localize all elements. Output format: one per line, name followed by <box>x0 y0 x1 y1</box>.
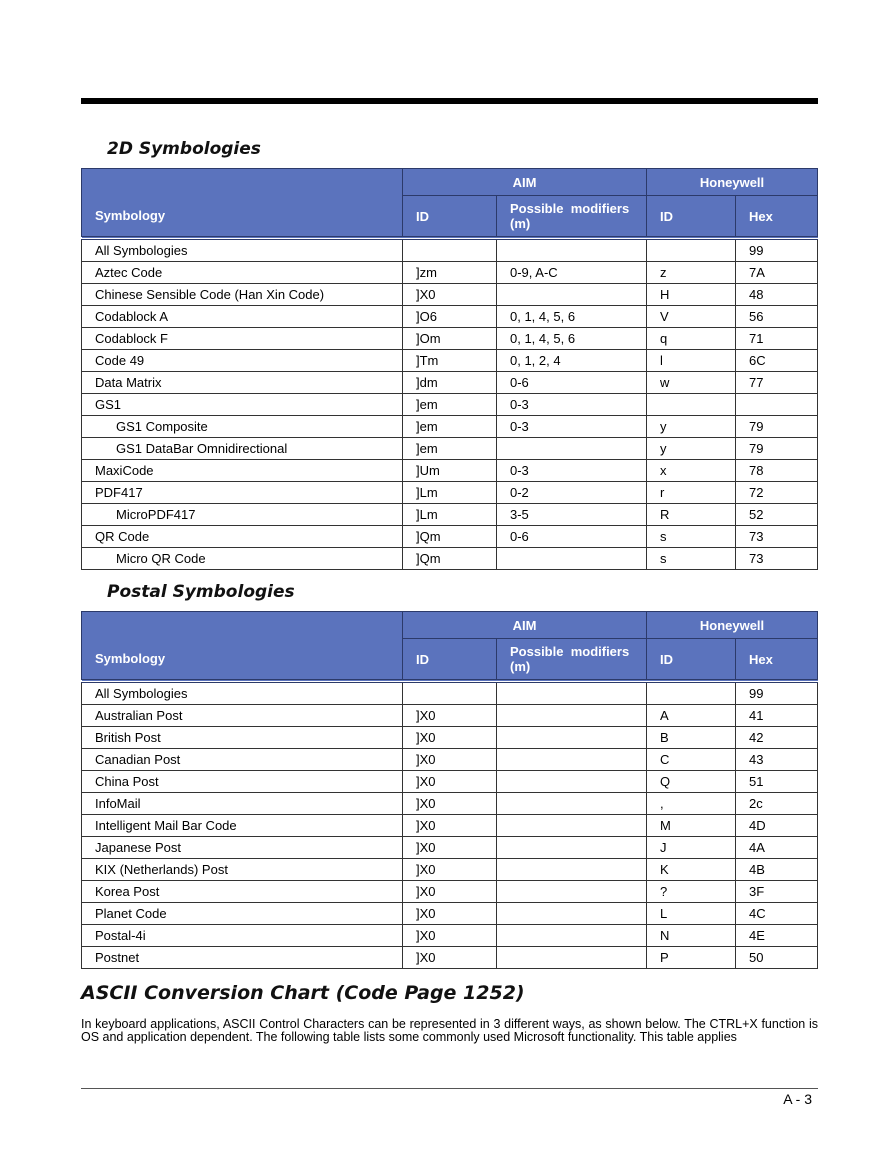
aim-id-cell: ]X0 <box>403 859 497 881</box>
hex-cell: 43 <box>736 749 818 771</box>
modifiers-cell <box>497 815 647 837</box>
modifiers-cell <box>497 238 647 262</box>
aim-id-cell: ]X0 <box>403 284 497 306</box>
hex-cell: 4A <box>736 837 818 859</box>
modifiers-cell <box>497 749 647 771</box>
honeywell-id-cell: C <box>647 749 736 771</box>
modifiers-cell <box>497 284 647 306</box>
symbology-cell: Intelligent Mail Bar Code <box>82 815 403 837</box>
table-row <box>82 438 818 460</box>
symbology-cell: Data Matrix <box>82 372 403 394</box>
symbology-cell: Code 49 <box>82 350 403 372</box>
header-symbology: Symbology <box>82 196 403 239</box>
aim-id-cell: ]X0 <box>403 727 497 749</box>
hex-cell: 99 <box>736 238 818 262</box>
hex-cell: 79 <box>736 438 818 460</box>
table-row <box>82 504 818 526</box>
hex-cell: 42 <box>736 727 818 749</box>
modifiers-cell: 0, 1, 2, 4 <box>497 350 647 372</box>
symbology-cell: Postal-4i <box>82 925 403 947</box>
honeywell-id-cell: , <box>647 793 736 815</box>
aim-id-cell: ]X0 <box>403 925 497 947</box>
aim-id-cell: ]Om <box>403 328 497 350</box>
table-row <box>82 837 818 859</box>
symbology-cell: All Symbologies <box>82 681 403 705</box>
aim-id-cell: ]em <box>403 416 497 438</box>
honeywell-id-cell: x <box>647 460 736 482</box>
aim-id-cell: ]Tm <box>403 350 497 372</box>
aim-id-cell: ]X0 <box>403 705 497 727</box>
page-number: A - 3 <box>783 1091 812 1107</box>
table-row <box>82 350 818 372</box>
table-row <box>82 284 818 306</box>
modifiers-cell <box>497 705 647 727</box>
hex-cell: 50 <box>736 947 818 969</box>
honeywell-id-cell <box>647 681 736 705</box>
symbology-cell: Australian Post <box>82 705 403 727</box>
modifiers-cell <box>497 925 647 947</box>
honeywell-id-cell: V <box>647 306 736 328</box>
modifiers-cell <box>497 548 647 570</box>
modifiers-cell <box>497 727 647 749</box>
hex-cell: 51 <box>736 771 818 793</box>
aim-id-cell: ]Qm <box>403 548 497 570</box>
header-honeywell-id: ID <box>647 196 736 239</box>
hex-cell: 77 <box>736 372 818 394</box>
header-hex: Hex <box>736 196 818 239</box>
modifiers-cell: 3-5 <box>497 504 647 526</box>
table-row <box>82 394 818 416</box>
honeywell-id-cell: Q <box>647 771 736 793</box>
aim-id-cell <box>403 681 497 705</box>
table-row <box>82 482 818 504</box>
header-hex: Hex <box>736 639 818 682</box>
symbology-cell: KIX (Netherlands) Post <box>82 859 403 881</box>
aim-id-cell: ]Um <box>403 460 497 482</box>
aim-id-cell: ]X0 <box>403 903 497 925</box>
aim-id-cell: ]zm <box>403 262 497 284</box>
table-row <box>82 416 818 438</box>
table-row <box>82 328 818 350</box>
aim-id-cell: ]X0 <box>403 881 497 903</box>
header-aim-id: ID <box>403 196 497 239</box>
hex-cell: 48 <box>736 284 818 306</box>
aim-id-cell: ]X0 <box>403 749 497 771</box>
hex-cell: 99 <box>736 681 818 705</box>
aim-id-cell: ]dm <box>403 372 497 394</box>
symbology-cell: MaxiCode <box>82 460 403 482</box>
table-row <box>82 238 818 262</box>
table-row <box>82 727 818 749</box>
hex-cell: 56 <box>736 306 818 328</box>
honeywell-id-cell: R <box>647 504 736 526</box>
table-body-2d <box>82 238 818 570</box>
symbology-cell: Codablock A <box>82 306 403 328</box>
header-blank <box>82 169 403 196</box>
honeywell-id-cell: l <box>647 350 736 372</box>
header-modifiers-m: (m) <box>510 659 531 674</box>
modifiers-cell: 0-3 <box>497 394 647 416</box>
ascii-intro-paragraph: In keyboard applications, ASCII Control Characters can be represented in 3 different ways, as shown below. The CTRL+X function is OS and application dependent. The following table lists some commonly used Microsoft functionality. This table applies <box>81 1017 818 1044</box>
modifiers-cell <box>497 681 647 705</box>
hex-cell: 71 <box>736 328 818 350</box>
aim-id-cell <box>403 238 497 262</box>
header-honeywell: Honeywell <box>647 612 818 639</box>
table-row <box>82 705 818 727</box>
hex-cell: 3F <box>736 881 818 903</box>
aim-id-cell: ]em <box>403 438 497 460</box>
modifiers-cell: 0-3 <box>497 460 647 482</box>
symbology-cell: All Symbologies <box>82 238 403 262</box>
symbology-cell: Korea Post <box>82 881 403 903</box>
honeywell-id-cell: M <box>647 815 736 837</box>
aim-id-cell: ]Qm <box>403 526 497 548</box>
header-modifiers-label: Possible modifiers <box>510 644 630 659</box>
hex-cell: 41 <box>736 705 818 727</box>
symbology-cell: Planet Code <box>82 903 403 925</box>
table-body-postal <box>82 681 818 969</box>
table-row <box>82 681 818 705</box>
symbology-cell: Canadian Post <box>82 749 403 771</box>
symbology-cell: Aztec Code <box>82 262 403 284</box>
symbology-cell: Postnet <box>82 947 403 969</box>
table-row <box>82 947 818 969</box>
honeywell-id-cell <box>647 394 736 416</box>
honeywell-id-cell: P <box>647 947 736 969</box>
header-symbology: Symbology <box>82 639 403 682</box>
honeywell-id-cell: y <box>647 438 736 460</box>
hex-cell: 2c <box>736 793 818 815</box>
aim-id-cell: ]X0 <box>403 793 497 815</box>
table-2d-symbologies <box>81 168 818 570</box>
table-row <box>82 372 818 394</box>
modifiers-cell: 0-2 <box>497 482 647 504</box>
top-rule <box>81 98 818 104</box>
honeywell-id-cell: s <box>647 526 736 548</box>
table-row <box>82 548 818 570</box>
modifiers-cell <box>497 438 647 460</box>
honeywell-id-cell: q <box>647 328 736 350</box>
honeywell-id-cell: r <box>647 482 736 504</box>
header-modifiers-label: Possible modifiers <box>510 201 630 216</box>
honeywell-id-cell: ? <box>647 881 736 903</box>
table-row <box>82 262 818 284</box>
footer-rule <box>81 1088 818 1089</box>
table-row <box>82 460 818 482</box>
header-blank <box>82 612 403 639</box>
modifiers-cell <box>497 881 647 903</box>
section-title-2d-symbologies: 2D Symbologies <box>107 139 261 159</box>
modifiers-cell: 0-6 <box>497 526 647 548</box>
symbology-cell: PDF417 <box>82 482 403 504</box>
modifiers-cell <box>497 947 647 969</box>
aim-id-cell: ]X0 <box>403 815 497 837</box>
modifiers-cell: 0, 1, 4, 5, 6 <box>497 328 647 350</box>
honeywell-id-cell: w <box>647 372 736 394</box>
aim-id-cell: ]X0 <box>403 771 497 793</box>
header-modifiers <box>497 196 647 239</box>
aim-id-cell: ]Lm <box>403 504 497 526</box>
modifiers-cell: 0-3 <box>497 416 647 438</box>
header-aim-id: ID <box>403 639 497 682</box>
aim-id-cell: ]X0 <box>403 837 497 859</box>
honeywell-id-cell: y <box>647 416 736 438</box>
header-aim: AIM <box>403 169 647 196</box>
hex-cell: 4E <box>736 925 818 947</box>
honeywell-id-cell: K <box>647 859 736 881</box>
modifiers-cell <box>497 837 647 859</box>
honeywell-id-cell <box>647 238 736 262</box>
hex-cell: 6C <box>736 350 818 372</box>
modifiers-cell <box>497 903 647 925</box>
aim-id-cell: ]O6 <box>403 306 497 328</box>
aim-id-cell: ]Lm <box>403 482 497 504</box>
modifiers-cell: 0-6 <box>497 372 647 394</box>
honeywell-id-cell: z <box>647 262 736 284</box>
honeywell-id-cell: J <box>647 837 736 859</box>
symbology-cell: Chinese Sensible Code (Han Xin Code) <box>82 284 403 306</box>
symbology-cell: GS1 <box>82 394 403 416</box>
hex-cell <box>736 394 818 416</box>
modifiers-cell <box>497 771 647 793</box>
table-postal-symbologies <box>81 611 818 969</box>
honeywell-id-cell: B <box>647 727 736 749</box>
table-row <box>82 749 818 771</box>
table-row <box>82 526 818 548</box>
ascii-conversion-heading: ASCII Conversion Chart (Code Page 1252) <box>81 982 525 1004</box>
table-row <box>82 771 818 793</box>
symbology-cell: MicroPDF417 <box>82 504 403 526</box>
hex-cell: 52 <box>736 504 818 526</box>
header-modifiers-m: (m) <box>510 216 531 231</box>
hex-cell: 73 <box>736 526 818 548</box>
table-row <box>82 815 818 837</box>
honeywell-id-cell: N <box>647 925 736 947</box>
symbology-cell: InfoMail <box>82 793 403 815</box>
hex-cell: 4B <box>736 859 818 881</box>
modifiers-cell <box>497 859 647 881</box>
symbology-cell: British Post <box>82 727 403 749</box>
table-row <box>82 793 818 815</box>
honeywell-id-cell: s <box>647 548 736 570</box>
table-row <box>82 306 818 328</box>
aim-id-cell: ]em <box>403 394 497 416</box>
honeywell-id-cell: L <box>647 903 736 925</box>
table-row <box>82 903 818 925</box>
hex-cell: 73 <box>736 548 818 570</box>
symbology-cell: Codablock F <box>82 328 403 350</box>
header-aim: AIM <box>403 612 647 639</box>
header-honeywell-id: ID <box>647 639 736 682</box>
hex-cell: 4D <box>736 815 818 837</box>
modifiers-cell: 0, 1, 4, 5, 6 <box>497 306 647 328</box>
symbology-cell: GS1 DataBar Omnidirectional <box>82 438 403 460</box>
symbology-cell: Japanese Post <box>82 837 403 859</box>
modifiers-cell: 0-9, A-C <box>497 262 647 284</box>
hex-cell: 79 <box>736 416 818 438</box>
modifiers-cell <box>497 793 647 815</box>
hex-cell: 7A <box>736 262 818 284</box>
header-modifiers <box>497 639 647 682</box>
hex-cell: 4C <box>736 903 818 925</box>
symbology-cell: Micro QR Code <box>82 548 403 570</box>
honeywell-id-cell: H <box>647 284 736 306</box>
honeywell-id-cell: A <box>647 705 736 727</box>
symbology-cell: China Post <box>82 771 403 793</box>
hex-cell: 78 <box>736 460 818 482</box>
symbology-cell: QR Code <box>82 526 403 548</box>
table-row <box>82 859 818 881</box>
hex-cell: 72 <box>736 482 818 504</box>
symbology-cell: GS1 Composite <box>82 416 403 438</box>
table-row <box>82 881 818 903</box>
header-honeywell: Honeywell <box>647 169 818 196</box>
table-row <box>82 925 818 947</box>
aim-id-cell: ]X0 <box>403 947 497 969</box>
section-title-postal-symbologies: Postal Symbologies <box>107 582 295 602</box>
